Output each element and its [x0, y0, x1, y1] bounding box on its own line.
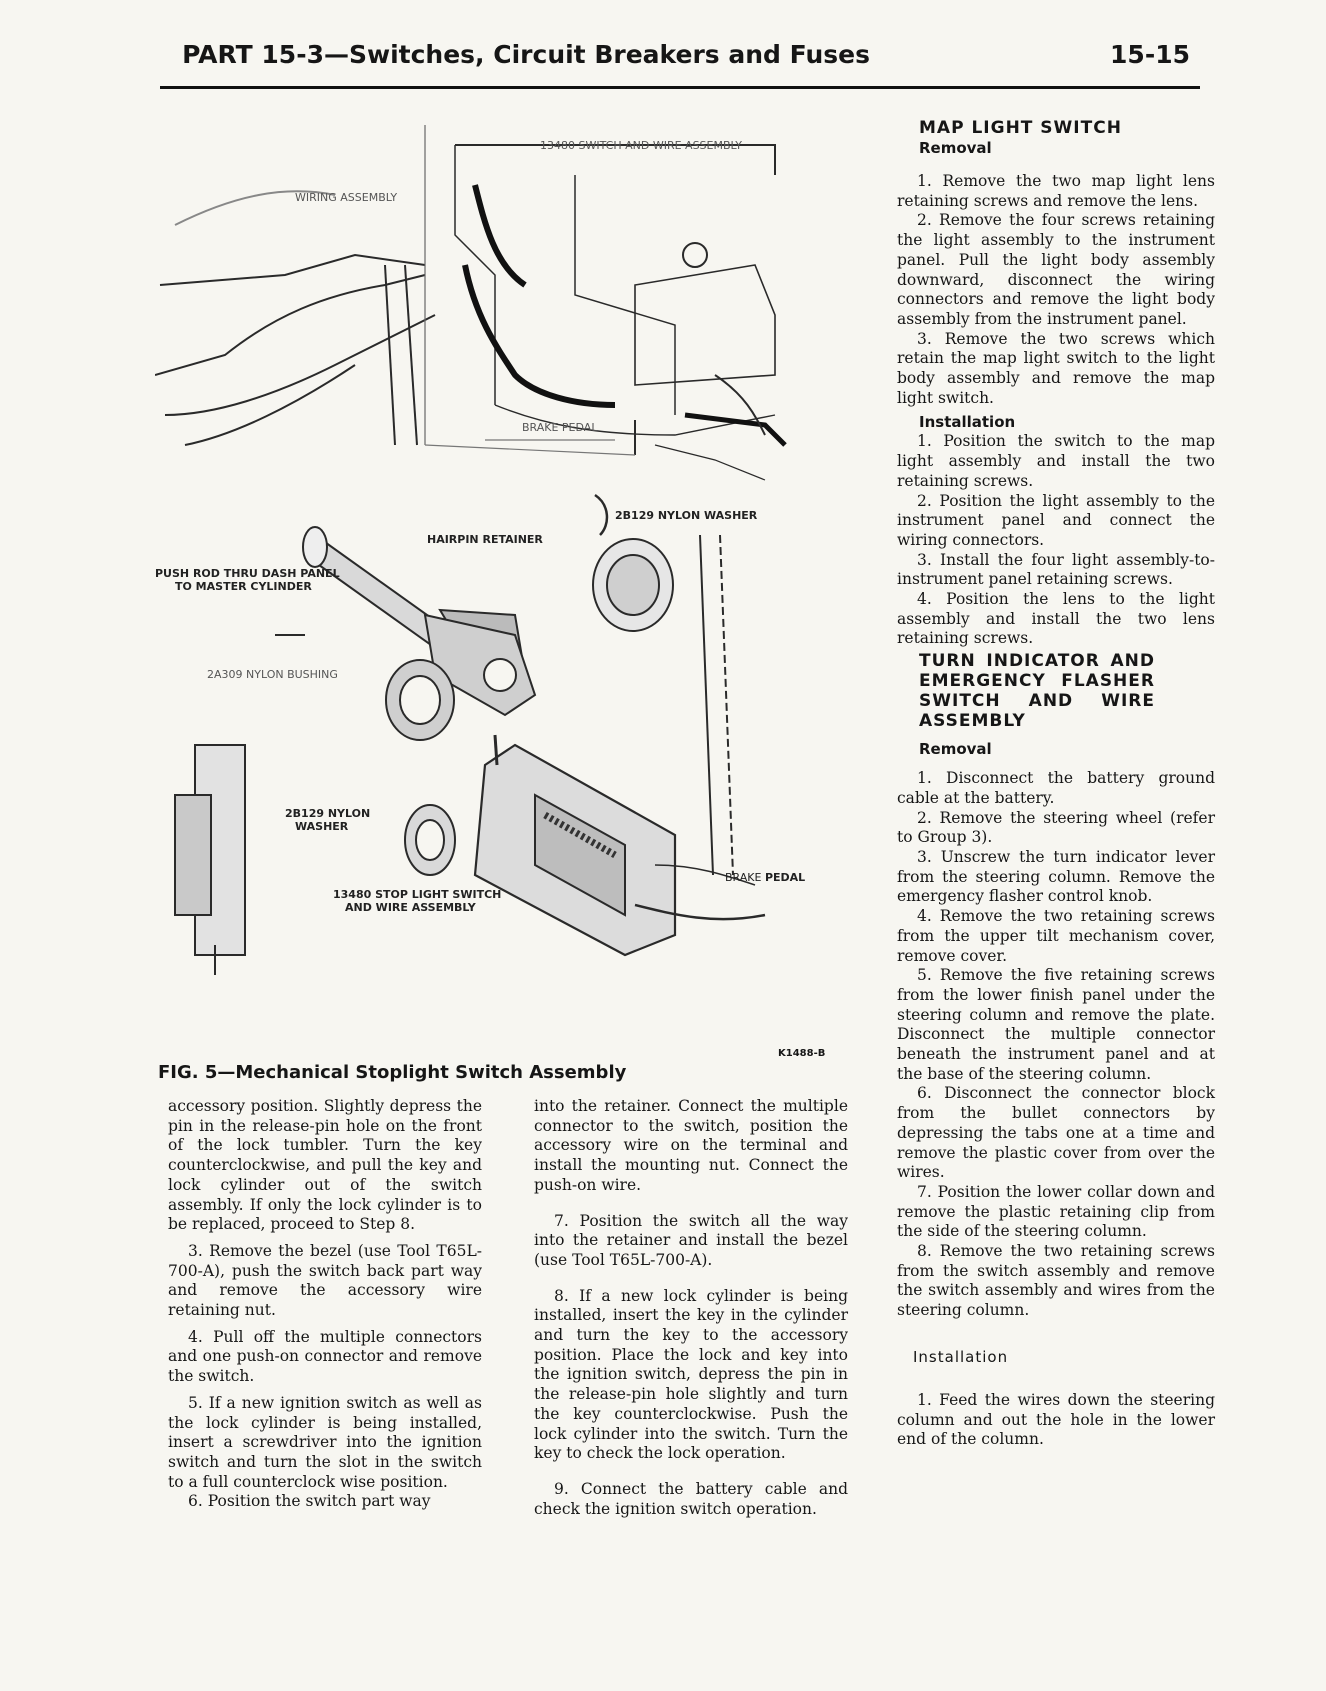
step-3: 3. Remove the bezel (use Tool T65L-700-A), push the switch back part way and remove the accessory wire retaining nut.	[168, 1241, 482, 1320]
callout-brake-word: BRAKE	[725, 871, 762, 884]
callout-nylon-washer-lower-line2: WASHER	[295, 820, 349, 833]
callout-stop-light-switch-line2: AND WIRE ASSEMBLY	[345, 901, 476, 914]
turn-removal-step-3: 3. Unscrew the turn indicator lever from the steering column. Remove the emergency flasher control knob.	[897, 847, 1215, 906]
map-removal-step-1: 1. Remove the two map light lens retaining screws and remove the lens.	[897, 172, 1215, 210]
callout-nylon-washer-lower-line1: 2B129 NYLON	[285, 807, 371, 820]
turn-removal-step-7: 7. Position the lower collar down and remove the plastic retaining clip from the side of the steering column.	[897, 1182, 1215, 1241]
map-removal-step-3: 3. Remove the two screws which retain the map light switch to the light body assembly and remove the map light switch.	[897, 329, 1215, 407]
figure	[155, 115, 855, 1055]
turn-removal-step-1: 1. Disconnect the battery ground cable at the battery.	[897, 769, 1215, 807]
turn-removal-step-4: 4. Remove the two retaining screws from the upper tilt mechanism cover, remove cover.	[897, 907, 1215, 965]
callout-brake-pedal-bottom	[725, 871, 805, 884]
turn-removal-step-6: 6. Disconnect the connector block from the bullet connectors by depressing the tabs one at a time and remove the plastic cover from over the wires.	[897, 1084, 1215, 1182]
callout-switch-wire-assembly: 13480 SWITCH AND WIRE ASSEMBLY	[540, 139, 742, 152]
page-number: 15-15	[1110, 40, 1190, 69]
map-install-step-2: 2. Position the light assembly to the instrument panel and connect the wiring connectors.	[897, 491, 1215, 549]
step-9: 9. Connect the battery cable and check the ignition switch operation.	[534, 1479, 848, 1518]
subheading-installation: Installation	[919, 413, 1016, 432]
step-5: 5. If a new ignition switch as well as the lock cylinder is being installed, insert a screwdriver into the ignition switch and turn the slot in the switch to a full counterclock wise position.	[168, 1393, 482, 1491]
turn-install-step-1: 1. Feed the wires down the steering column and out the hole in the lower end of the column.	[897, 1390, 1215, 1449]
map-install-step-1: 1. Position the switch to the map light assembly and install the two retaining screws.	[897, 432, 1215, 490]
callout-hairpin-retainer: HAIRPIN RETAINER	[427, 533, 543, 546]
step-7: 7. Position the switch all the way into the retainer and install the bezel (use Tool T65L-700-A).	[534, 1211, 848, 1269]
step-6: 6. Position the switch part way	[188, 1492, 431, 1511]
section-heading-turn-indicator: TURN INDICATOR AND EMERGENCY FLASHER SWITCH AND WIRE ASSEMBLY	[919, 651, 1155, 732]
callout-pedal-word: PEDAL	[764, 871, 806, 884]
left-text-column	[168, 1097, 482, 1512]
page-header	[160, 36, 1200, 89]
map-install-step-4: 4. Position the lens to the light assembly and install the two lens retaining screws.	[897, 590, 1215, 648]
callout-push-rod-line2: TO MASTER CYLINDER	[175, 580, 312, 593]
subheading-installation-2: Installation	[913, 1347, 1009, 1366]
turn-removal-step-2: 2. Remove the steering wheel (refer to Group 3).	[897, 808, 1215, 847]
step-4: 4. Pull off the multiple connectors and one push-on connector and remove the switch.	[168, 1327, 482, 1386]
callout-push-rod-line1: PUSH ROD THRU DASH PANEL	[155, 567, 340, 580]
turn-removal-step-5: 5. Remove the five retaining screws from the lower finish panel under the steering column and remove the plate. Disconnect the multiple connector beneath the instrument panel and at the base of the steering column.	[897, 966, 1215, 1083]
turn-removal-step-8: 8. Remove the two retaining screws from the switch assembly and remove the switch assembly and wires from the steering column.	[897, 1242, 1215, 1320]
section-heading-map-light: MAP LIGHT SWITCH	[919, 118, 1122, 138]
subheading-removal-2: Removal	[919, 740, 992, 759]
subheading-removal: Removal	[919, 139, 992, 157]
map-install-step-3: 3. Install the four light assembly-to-instrument panel retaining screws.	[897, 550, 1215, 589]
callout-wiring-assembly: WIRING ASSEMBLY	[295, 191, 398, 204]
middle-text-column	[534, 1097, 848, 1519]
figure-caption: FIG. 5—Mechanical Stoplight Switch Assembly	[158, 1062, 627, 1083]
page-title: PART 15-3—Switches, Circuit Breakers and Fuses	[182, 40, 870, 69]
step-8: 8. If a new lock cylinder is being installed, insert the key in the cylinder and turn the key to the accessory position. Place the lock and key into the ignition switch, depress the pin in the release-pin hole slightly and turn the key counterclockwise. Push the lock cylinder into the switch. Turn the key to check the lock operation.	[534, 1286, 848, 1463]
callout-stop-light-switch-line1: 13480 STOP LIGHT SWITCH	[333, 888, 502, 901]
callout-nylon-washer-top: 2B129 NYLON WASHER	[615, 509, 758, 522]
paragraph: accessory position. Slightly depress the pin in the release-pin hole on the front of the lock tumbler. Turn the key counterclockwise, and pull the key and lock cylinder out of the switch assembly. If only the lock cylinder is to be replaced, proceed to Step 8.	[168, 1097, 482, 1234]
callout-nylon-bushing: 2A309 NYLON BUSHING	[207, 668, 338, 681]
right-text-column	[897, 118, 1215, 1450]
map-removal-step-2: 2. Remove the four screws retaining the light assembly to the instrument panel. Pull the light body assembly downward, disconnect the wiring connectors and remove the light body assembly from the instrument panel.	[897, 211, 1215, 328]
paragraph: into the retainer. Connect the multiple connector to the switch, position the accessory wire on the terminal and install the mounting nut. Connect the push-on wire.	[534, 1097, 848, 1194]
figure-code: K1488-B	[778, 1048, 826, 1059]
callout-brake-pedal-top: BRAKE PEDAL	[522, 421, 598, 434]
